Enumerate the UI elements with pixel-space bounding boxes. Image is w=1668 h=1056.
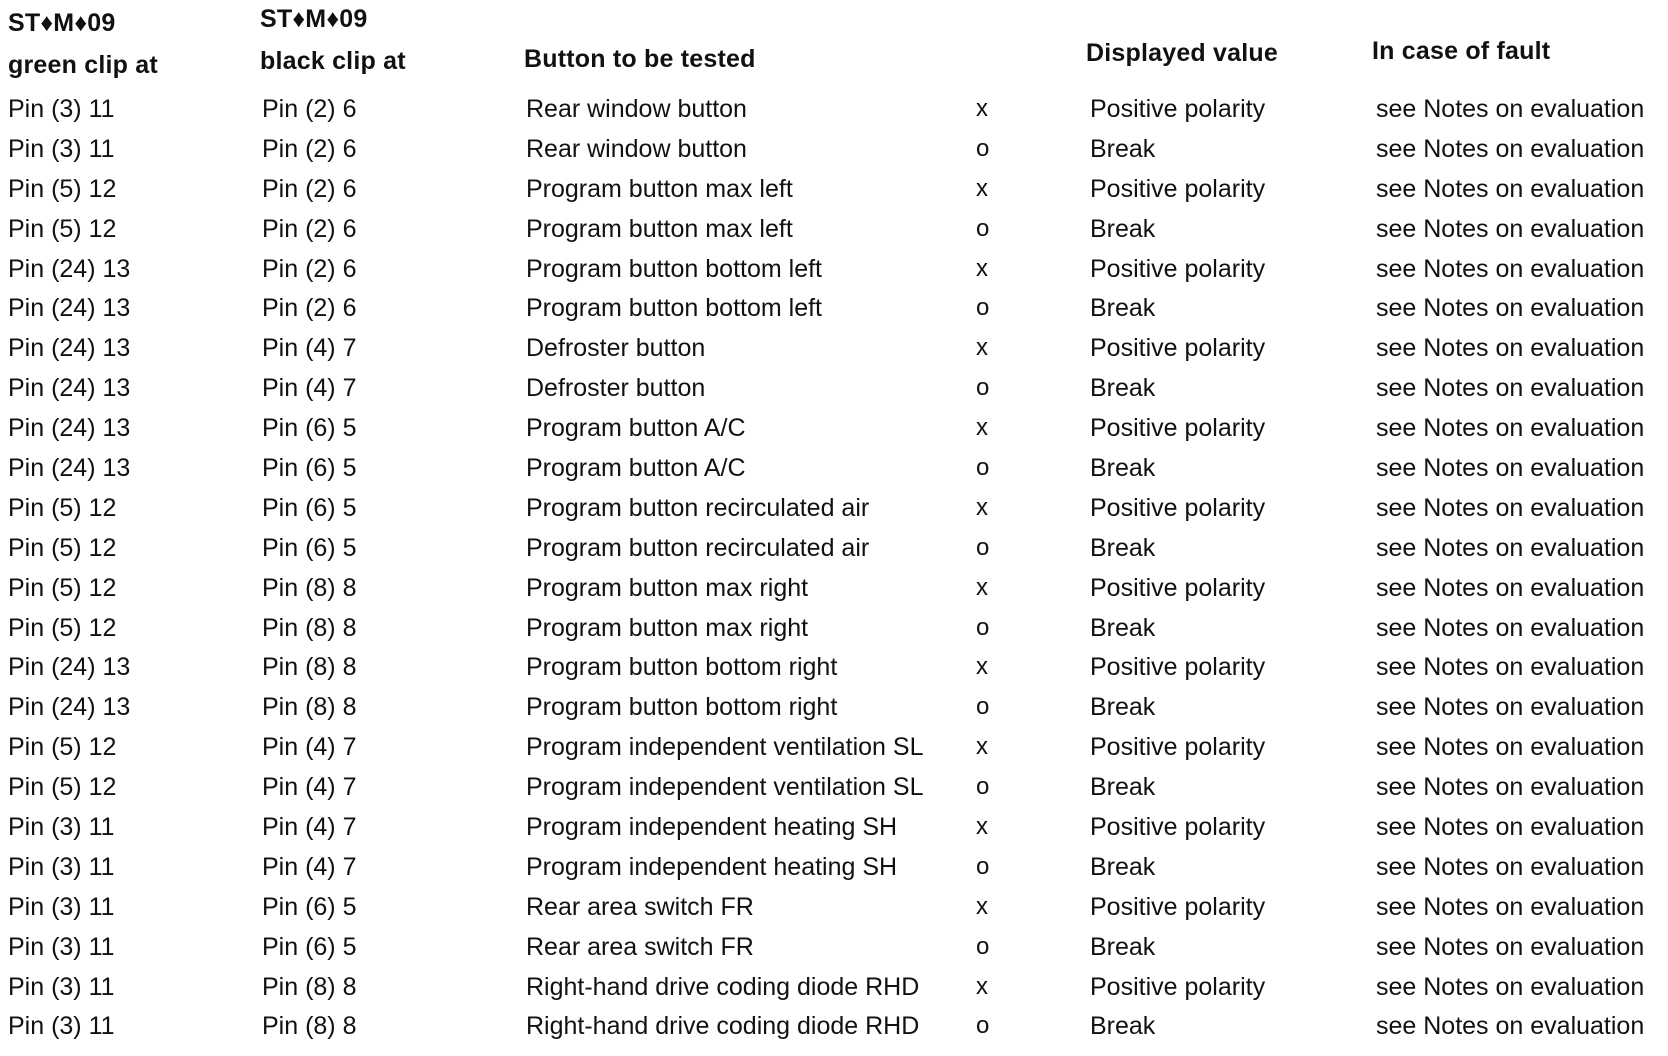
green-clip-cell: Pin (3) 11 xyxy=(8,972,115,1001)
black-clip-cell: Pin (2) 6 xyxy=(262,214,357,243)
displayed-value-cell: Positive polarity xyxy=(1090,813,1266,842)
displayed-value-cell: Break xyxy=(1090,932,1156,961)
table-row xyxy=(0,409,1668,449)
displayed-value-cell: Break xyxy=(1090,374,1156,403)
table-row xyxy=(0,170,1668,210)
table-row xyxy=(0,449,1668,489)
button-state-cell: x xyxy=(976,813,988,841)
table-row xyxy=(0,688,1668,728)
displayed-value-cell: Break xyxy=(1090,214,1156,243)
button-state-cell: o xyxy=(976,214,990,242)
displayed-value-cell: Break xyxy=(1090,852,1156,881)
fault-cell: see Notes on evaluation xyxy=(1376,733,1645,762)
displayed-value-cell: Break xyxy=(1090,533,1156,562)
table-row xyxy=(0,648,1668,688)
green-clip-cell: Pin (5) 12 xyxy=(8,533,117,562)
fault-cell: see Notes on evaluation xyxy=(1376,693,1645,722)
fault-cell: see Notes on evaluation xyxy=(1376,932,1645,961)
green-clip-cell: Pin (3) 11 xyxy=(8,813,115,842)
green-clip-cell: Pin (3) 11 xyxy=(8,892,115,921)
button-state-cell: x xyxy=(976,892,988,920)
black-clip-cell: Pin (4) 7 xyxy=(262,334,357,363)
displayed-value-cell: Break xyxy=(1090,693,1156,722)
displayed-value-cell: Break xyxy=(1090,134,1156,163)
green-clip-cell: Pin (24) 13 xyxy=(8,653,131,682)
black-clip-header-line2: black clip at xyxy=(260,47,406,75)
displayed-value-cell: Positive polarity xyxy=(1090,653,1266,682)
fault-cell: see Notes on evaluation xyxy=(1376,773,1645,802)
green-clip-cell: Pin (3) 11 xyxy=(8,1012,115,1041)
green-clip-cell: Pin (5) 12 xyxy=(8,613,117,642)
green-clip-header-line1: ST♦M♦09 xyxy=(8,9,116,37)
fault-cell: see Notes on evaluation xyxy=(1376,214,1645,243)
green-clip-cell: Pin (5) 12 xyxy=(8,573,117,602)
fault-cell: see Notes on evaluation xyxy=(1376,334,1645,363)
button-name-cell: Program button max left xyxy=(526,214,793,243)
table-body xyxy=(0,90,1668,1047)
fault-cell: see Notes on evaluation xyxy=(1376,1012,1645,1041)
fault-cell: see Notes on evaluation xyxy=(1376,454,1645,483)
button-name-cell: Program independent ventilation SL xyxy=(526,733,924,762)
button-name-cell: Program button max left xyxy=(526,174,793,203)
black-clip-cell: Pin (4) 7 xyxy=(262,733,357,762)
table-row xyxy=(0,928,1668,968)
green-clip-cell: Pin (24) 13 xyxy=(8,334,131,363)
button-state-cell: x xyxy=(976,414,988,442)
black-clip-cell: Pin (6) 5 xyxy=(262,932,357,961)
black-clip-cell: Pin (4) 7 xyxy=(262,773,357,802)
green-clip-cell: Pin (3) 11 xyxy=(8,852,115,881)
displayed-value-cell: Break xyxy=(1090,613,1156,642)
green-clip-cell: Pin (5) 12 xyxy=(8,214,117,243)
table-row xyxy=(0,728,1668,768)
button-header: Button to be tested xyxy=(524,45,756,73)
green-clip-cell: Pin (3) 11 xyxy=(8,932,115,961)
displayed-value-cell: Positive polarity xyxy=(1090,174,1266,203)
displayed-value-cell: Positive polarity xyxy=(1090,972,1266,1001)
displayed-value-cell: Positive polarity xyxy=(1090,493,1266,522)
green-clip-cell: Pin (24) 13 xyxy=(8,294,131,323)
green-clip-cell: Pin (24) 13 xyxy=(8,254,131,283)
button-name-cell: Program button recirculated air xyxy=(526,533,870,562)
button-name-cell: Program independent ventilation SL xyxy=(526,773,924,802)
displayed-value-header: Displayed value xyxy=(1086,39,1278,67)
button-state-cell: x xyxy=(976,95,988,122)
button-name-cell: Program button max right xyxy=(526,613,809,642)
button-state-cell: x xyxy=(976,174,988,202)
button-name-cell: Program button bottom right xyxy=(526,653,838,682)
fault-cell: see Notes on evaluation xyxy=(1376,134,1645,163)
green-clip-cell: Pin (3) 11 xyxy=(8,95,115,123)
green-clip-cell: Pin (24) 13 xyxy=(8,454,131,483)
fault-cell: see Notes on evaluation xyxy=(1376,653,1645,682)
black-clip-cell: Pin (8) 8 xyxy=(262,653,357,682)
table-row xyxy=(0,250,1668,290)
button-state-cell: o xyxy=(976,1012,990,1040)
displayed-value-cell: Positive polarity xyxy=(1090,334,1266,363)
button-state-cell: o xyxy=(976,932,990,960)
green-clip-cell: Pin (5) 12 xyxy=(8,174,117,203)
black-clip-cell: Pin (2) 6 xyxy=(262,294,357,323)
green-clip-header-line2: green clip at xyxy=(8,51,158,79)
green-clip-cell: Pin (3) 11 xyxy=(8,134,115,163)
displayed-value-cell: Positive polarity xyxy=(1090,254,1266,283)
button-state-cell: x xyxy=(976,334,988,362)
button-state-cell: o xyxy=(976,134,990,162)
button-state-cell: o xyxy=(976,374,990,402)
fault-header: In case of fault xyxy=(1372,37,1551,65)
button-name-cell: Program independent heating SH xyxy=(526,852,898,881)
displayed-value-cell: Positive polarity xyxy=(1090,573,1266,602)
black-clip-cell: Pin (4) 7 xyxy=(262,813,357,842)
black-clip-cell: Pin (8) 8 xyxy=(262,573,357,602)
displayed-value-cell: Positive polarity xyxy=(1090,733,1266,762)
button-state-cell: o xyxy=(976,852,990,880)
button-state-cell: o xyxy=(976,693,990,721)
button-state-cell: x xyxy=(976,972,988,1000)
table-row xyxy=(0,848,1668,888)
table-row xyxy=(0,529,1668,569)
table-row xyxy=(0,569,1668,609)
fault-cell: see Notes on evaluation xyxy=(1376,493,1645,522)
button-name-cell: Right-hand drive coding diode RHD xyxy=(526,1012,920,1041)
black-clip-cell: Pin (2) 6 xyxy=(262,95,357,123)
button-name-cell: Rear window button xyxy=(526,95,747,123)
black-clip-cell: Pin (8) 8 xyxy=(262,693,357,722)
black-clip-cell: Pin (8) 8 xyxy=(262,972,357,1001)
button-state-cell: o xyxy=(976,294,990,322)
table-row xyxy=(0,289,1668,329)
table-row xyxy=(0,329,1668,369)
button-state-cell: o xyxy=(976,613,990,641)
button-name-cell: Rear area switch FR xyxy=(526,932,754,961)
displayed-value-cell: Positive polarity xyxy=(1090,414,1266,443)
table-row xyxy=(0,130,1668,170)
table-row xyxy=(0,90,1668,130)
green-clip-cell: Pin (24) 13 xyxy=(8,693,131,722)
displayed-value-cell: Break xyxy=(1090,454,1156,483)
green-clip-cell: Pin (5) 12 xyxy=(8,493,117,522)
green-clip-cell: Pin (5) 12 xyxy=(8,733,117,762)
black-clip-cell: Pin (6) 5 xyxy=(262,493,357,522)
fault-cell: see Notes on evaluation xyxy=(1376,254,1645,283)
green-clip-cell: Pin (24) 13 xyxy=(8,414,131,443)
black-clip-cell: Pin (6) 5 xyxy=(262,454,357,483)
black-clip-cell: Pin (2) 6 xyxy=(262,134,357,163)
black-clip-cell: Pin (2) 6 xyxy=(262,254,357,283)
fault-cell: see Notes on evaluation xyxy=(1376,294,1645,323)
displayed-value-cell: Positive polarity xyxy=(1090,95,1266,123)
fault-cell: see Notes on evaluation xyxy=(1376,852,1645,881)
black-clip-header-line1: ST♦M♦09 xyxy=(260,5,368,33)
button-name-cell: Program button bottom left xyxy=(526,254,822,283)
fault-cell: see Notes on evaluation xyxy=(1376,533,1645,562)
button-state-cell: x xyxy=(976,653,988,681)
button-name-cell: Rear window button xyxy=(526,134,747,163)
button-state-cell: x xyxy=(976,493,988,521)
button-state-cell: x xyxy=(976,254,988,282)
button-state-cell: x xyxy=(976,733,988,761)
table-row xyxy=(0,489,1668,529)
fault-cell: see Notes on evaluation xyxy=(1376,613,1645,642)
black-clip-cell: Pin (8) 8 xyxy=(262,1012,357,1041)
displayed-value-cell: Break xyxy=(1090,1012,1156,1041)
green-clip-cell: Pin (5) 12 xyxy=(8,773,117,802)
fault-cell: see Notes on evaluation xyxy=(1376,414,1645,443)
table-row xyxy=(0,968,1668,1008)
black-clip-cell: Pin (4) 7 xyxy=(262,852,357,881)
black-clip-cell: Pin (6) 5 xyxy=(262,892,357,921)
displayed-value-cell: Positive polarity xyxy=(1090,892,1266,921)
table-row xyxy=(0,210,1668,250)
table-row xyxy=(0,768,1668,808)
table-row xyxy=(0,609,1668,649)
button-name-cell: Program button bottom right xyxy=(526,693,838,722)
button-name-cell: Program button bottom left xyxy=(526,294,822,323)
button-name-cell: Program button A/C xyxy=(526,414,746,443)
fault-cell: see Notes on evaluation xyxy=(1376,892,1645,921)
table-row xyxy=(0,808,1668,848)
fault-cell: see Notes on evaluation xyxy=(1376,95,1645,123)
fault-cell: see Notes on evaluation xyxy=(1376,174,1645,203)
black-clip-cell: Pin (6) 5 xyxy=(262,414,357,443)
button-state-cell: o xyxy=(976,533,990,561)
black-clip-cell: Pin (6) 5 xyxy=(262,533,357,562)
button-state-cell: o xyxy=(976,773,990,801)
fault-cell: see Notes on evaluation xyxy=(1376,573,1645,602)
fault-cell: see Notes on evaluation xyxy=(1376,972,1645,1001)
fault-cell: see Notes on evaluation xyxy=(1376,374,1645,403)
button-name-cell: Rear area switch FR xyxy=(526,892,754,921)
button-state-cell: x xyxy=(976,573,988,601)
button-name-cell: Right-hand drive coding diode RHD xyxy=(526,972,920,1001)
black-clip-cell: Pin (8) 8 xyxy=(262,613,357,642)
button-name-cell: Defroster button xyxy=(526,374,706,403)
displayed-value-cell: Break xyxy=(1090,294,1156,323)
button-name-cell: Program button A/C xyxy=(526,454,746,483)
button-name-cell: Defroster button xyxy=(526,334,706,363)
table-row xyxy=(0,1007,1668,1047)
fault-cell: see Notes on evaluation xyxy=(1376,813,1645,842)
black-clip-cell: Pin (4) 7 xyxy=(262,374,357,403)
table-row xyxy=(0,888,1668,928)
button-name-cell: Program button max right xyxy=(526,573,809,602)
green-clip-cell: Pin (24) 13 xyxy=(8,374,131,403)
displayed-value-cell: Break xyxy=(1090,773,1156,802)
button-name-cell: Program independent heating SH xyxy=(526,813,898,842)
black-clip-cell: Pin (2) 6 xyxy=(262,174,357,203)
button-name-cell: Program button recirculated air xyxy=(526,493,870,522)
button-state-cell: o xyxy=(976,454,990,482)
table-row xyxy=(0,369,1668,409)
